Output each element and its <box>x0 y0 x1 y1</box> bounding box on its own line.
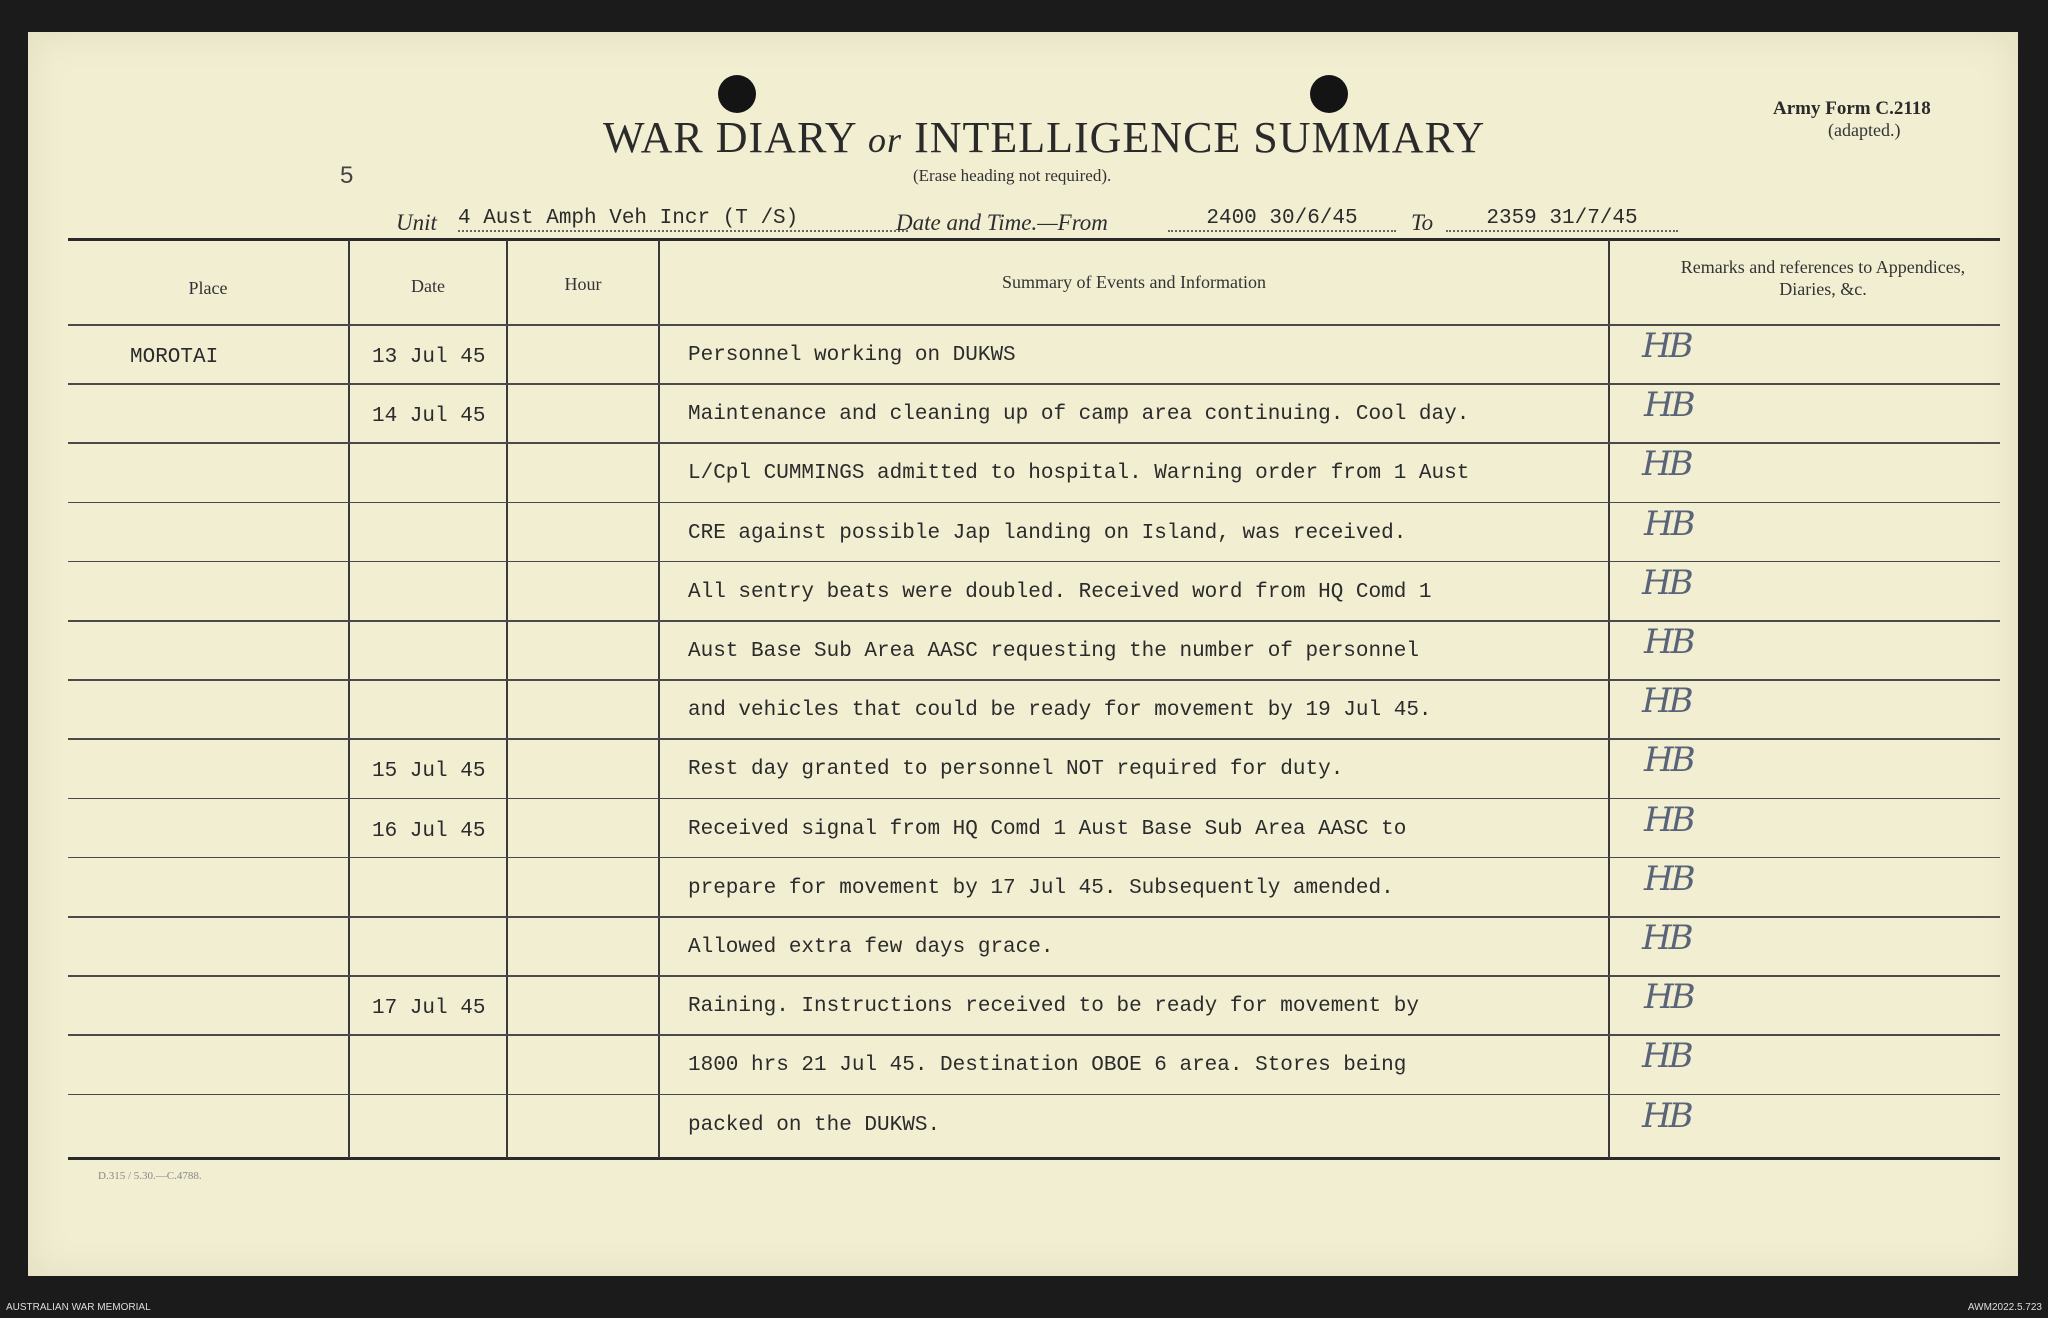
diary-page <box>28 32 2018 1276</box>
row-rule <box>68 738 2000 740</box>
adapted-label: (adapted.) <box>1828 120 1901 140</box>
initials-signature: HB <box>1644 858 1693 899</box>
row-rule <box>68 1094 2000 1096</box>
column-header-place: Place <box>188 278 228 298</box>
initials-signature: HB <box>1644 622 1693 662</box>
row-summary: Maintenance and cleaning up of camp area continuing. Cool day. <box>688 403 1470 427</box>
print-code: D.315 / 5.30.—C.4788. <box>98 1170 202 1182</box>
row-summary: Received signal from HQ Comd 1 Aust Base Sub Area AASC to <box>688 817 1407 841</box>
row-summary: Allowed extra few days grace. <box>688 936 1054 959</box>
row-summary: CRE against possible Jap landing on Island, was received. <box>688 521 1407 545</box>
initials-signature: HB <box>1642 444 1691 485</box>
column-divider <box>348 240 350 1158</box>
initials-signature: HB <box>1644 799 1693 840</box>
row-date: 13 Jul 45 <box>372 346 486 369</box>
initials-signature: HB <box>1644 740 1693 781</box>
page-subtitle: (Erase heading not required). <box>913 166 1112 185</box>
initials-signature: HB <box>1642 326 1691 366</box>
row-rule <box>68 324 2000 326</box>
date-time-label: Date and Time.—From <box>896 210 1108 235</box>
army-form-label: Army Form C.2118 <box>1773 98 1931 119</box>
page-title: WAR DIARY or INTELLIGENCE SUMMARY <box>603 113 1486 162</box>
row-date: 14 Jul 45 <box>372 405 486 429</box>
initials-signature: HB <box>1642 681 1691 722</box>
row-summary: Raining. Instructions received to be ready for movement by <box>688 995 1419 1019</box>
initials-signature: HB <box>1644 977 1693 1018</box>
to-label: To <box>1411 210 1434 235</box>
row-place: MOROTAI <box>130 346 219 369</box>
row-rule <box>68 383 2000 385</box>
row-rule <box>68 679 2000 681</box>
row-rule <box>68 502 2000 504</box>
column-header-hour: Hour <box>564 274 602 294</box>
row-rule <box>68 561 2000 563</box>
column-header-date: Date <box>411 276 445 296</box>
footer-credit: AUSTRALIAN WAR MEMORIAL <box>6 1302 151 1313</box>
footer-reference: AWM2022.5.723 <box>1967 1302 2042 1313</box>
punch-hole <box>718 75 756 113</box>
column-divider <box>1608 240 1610 1158</box>
row-date: 16 Jul 45 <box>372 819 486 843</box>
row-summary: All sentry beats were doubled. Received word from HQ Comd 1 <box>688 580 1432 604</box>
row-summary: and vehicles that could be ready for movement by 19 Jul 45. <box>688 699 1432 723</box>
unit-label: Unit <box>396 210 437 235</box>
row-rule <box>68 798 2000 800</box>
row-date: 17 Jul 45 <box>372 997 486 1021</box>
page-number: 5 <box>340 162 354 189</box>
row-summary: Personnel working on DUKWS <box>688 344 1016 367</box>
punch-hole <box>1310 75 1348 113</box>
row-summary: packed on the DUKWS. <box>688 1113 941 1137</box>
row-rule <box>68 620 2000 622</box>
column-divider <box>658 240 660 1158</box>
row-summary: 1800 hrs 21 Jul 45. Destination OBOE 6 area. Stores being <box>688 1054 1407 1078</box>
row-rule <box>68 916 2000 918</box>
row-summary: Aust Base Sub Area AASC requesting the number of personnel <box>688 640 1419 663</box>
initials-signature: HB <box>1644 385 1693 426</box>
row-rule <box>68 1034 2000 1036</box>
row-summary: prepare for movement by 17 Jul 45. Subsequently amended. <box>688 876 1394 900</box>
to-value: 2359 31/7/45 <box>1446 207 1678 232</box>
table-bottom-rule <box>68 1157 2000 1160</box>
row-date: 15 Jul 45 <box>372 760 486 784</box>
column-divider <box>506 240 508 1158</box>
unit-value: 4 Aust Amph Veh Incr (T /S) <box>458 207 908 232</box>
initials-signature: HB <box>1642 562 1691 603</box>
row-rule <box>68 857 2000 859</box>
row-rule <box>68 442 2000 444</box>
initials-signature: HB <box>1642 1036 1691 1077</box>
column-header-remarks: Remarks and references to Appendices, Diaries, &c. <box>1680 257 1966 299</box>
row-summary: Rest day granted to personnel NOT required for duty. <box>688 758 1344 782</box>
from-value: 2400 30/6/45 <box>1168 207 1396 232</box>
row-rule <box>68 975 2000 977</box>
column-header-summary: Summary of Events and Information <box>1002 272 1266 292</box>
initials-signature: HB <box>1644 503 1693 544</box>
initials-signature: HB <box>1642 918 1691 958</box>
initials-signature: HB <box>1642 1095 1691 1136</box>
table-top-rule <box>68 238 2000 241</box>
row-summary: L/Cpl CUMMINGS admitted to hospital. Warning order from 1 Aust <box>688 462 1470 486</box>
